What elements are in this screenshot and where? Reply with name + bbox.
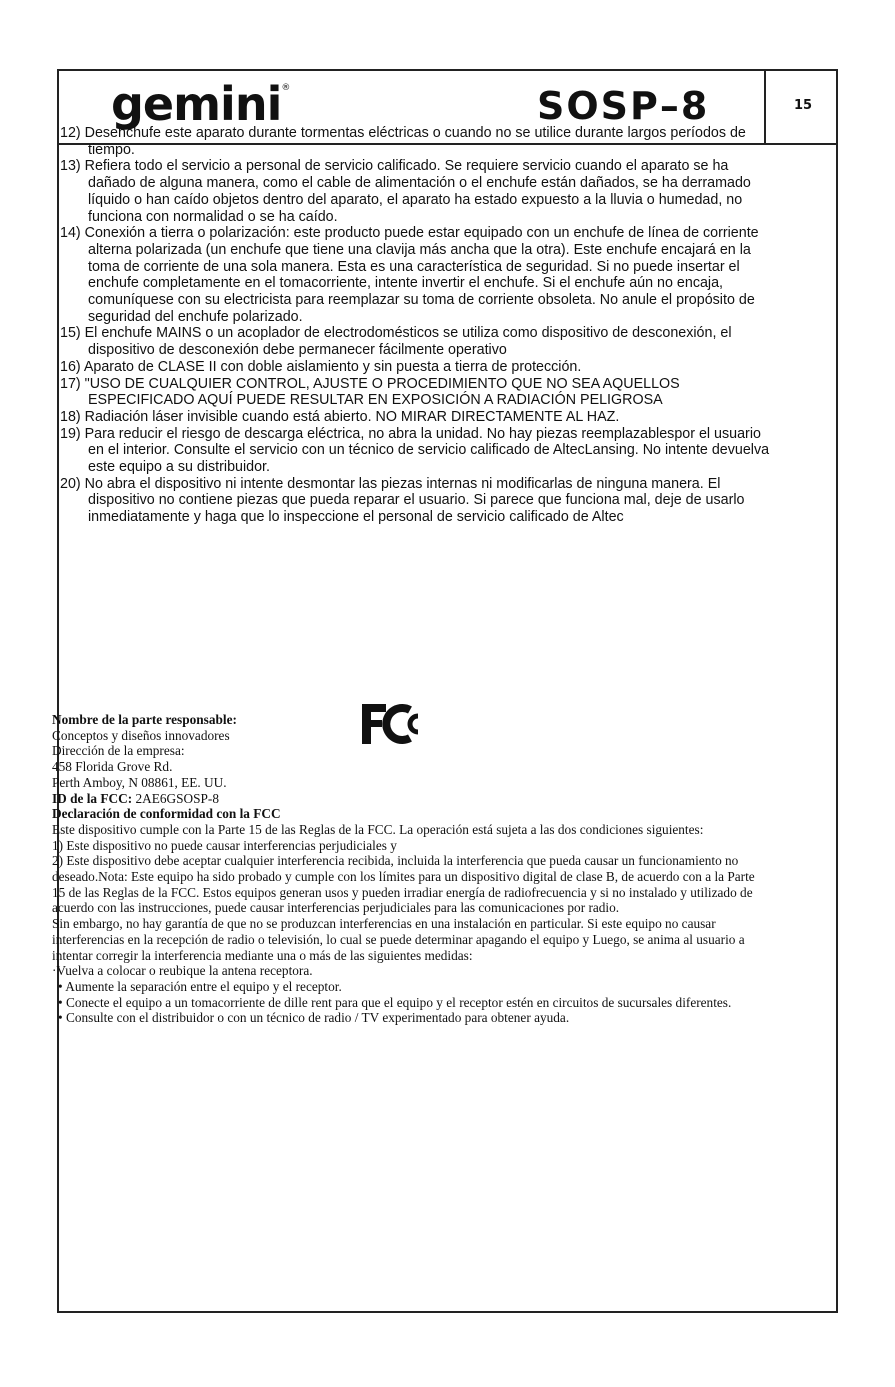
page-number: 15 xyxy=(794,98,813,113)
address-street: 458 Florida Grove Rd. xyxy=(52,759,173,775)
gemini-logo xyxy=(111,77,289,131)
fcc-measure: • Aumente la separación entre el equipo y el receptor. xyxy=(58,978,342,994)
fcc-id-line xyxy=(52,791,762,807)
fcc-condition-2: 2) Este dispositivo debe aceptar cualquier interferencia recibida, incluida la interferencia que pueda causar un funcionamiento no deseado.Nota: Este equipo ha sido probado y cumple con los límites para un dispositivo digital de clase B, de acuerdo con a la Parte 15 de las Reglas de la FCC. Estos equipos generan usos y pueden irradiar energía de radiofrecuencia y si no instalado y utilizado de acuerdo con las instrucciones, puede causar interferencias perjudiciales para las comunicaciones por radio. xyxy=(52,853,755,916)
safety-instructions xyxy=(60,125,780,526)
responsible-party-heading: Nombre de la parte responsable: xyxy=(52,712,237,727)
fcc-id-label: ID de la FCC: xyxy=(52,790,133,806)
instruction-12: 12) Desenchufe este aparato durante tormentas eléctricas o cuando no se utilice durante largos períodos de tiempo. xyxy=(60,125,746,158)
declaration-heading: Declaración de conformidad con la FCC xyxy=(52,806,281,822)
fcc-measure: ·Vuelva a colocar o reubique la antena receptora. xyxy=(52,963,313,979)
instruction-18: 18) Radiación láser invisible cuando está abierto. NO MIRAR DIRECTAMENTE AL HAZ. xyxy=(60,408,620,425)
fcc-paragraph: Sin embargo, no hay garantía de que no se produzcan interferencias en una instalación en particular. Si este equipo no causar interferencias en la recepción de radio o televisión, lo cual se puede determinar apagando el equipo y Luego, se anima al usuario a intentar corregir la interferencia mediante una o más de las siguientes medidas: xyxy=(52,916,745,963)
fcc-section xyxy=(52,712,762,1026)
fcc-id-value: 2AE6GSOSP-8 xyxy=(135,790,219,806)
registered-mark: ® xyxy=(281,83,290,93)
address-label: Dirección de la empresa: xyxy=(52,743,185,759)
instruction-15: 15) El enchufe MAINS o un acoplador de electrodomésticos se utiliza como dispositivo de desconexión, el dispositivo de desconexión debe permanecer fácilmente operativo xyxy=(60,325,732,359)
instruction-17: 17) "USO DE CUALQUIER CONTROL, AJUSTE O PROCEDIMIENTO QUE NO SEA AQUELLOS ESPECIFICADO AQUÍ PUEDE RESULTAR EN EXPOSICIÓN A RADIACIÓN PELIGROSA xyxy=(60,375,680,409)
company-name: Conceptos y diseños innovadores xyxy=(52,727,230,743)
instruction-16: 16) Aparato de CLASE II con doble aislamiento y sin puesta a tierra de protección. xyxy=(60,358,582,375)
instruction-14: 14) Conexión a tierra o polarización: este producto puede estar equipado con un enchufe de línea de corriente alterna polarizada (un enchufe que tiene una clavija más ancha que la otra). Este enchufe encajará en la toma de corriente de una sola manera. Esta es una característica de seguridad. Si no puede insertar el enchufe completamente en el tomacorriente, intente invertir el enchufe. Si el enchufe aún no encaja, comuníquese con su electricista para reemplazar su toma de corriente obsoleta. No anule el propósito de seguridad del enchufe polarizado. xyxy=(60,225,759,325)
fcc-measure: • Consulte con el distribuidor o con un técnico de radio / TV experimentado para obtener ayuda. xyxy=(58,1010,570,1026)
fcc-condition-1: 1) Este dispositivo no puede causar interferencias perjudiciales y xyxy=(52,837,397,853)
instruction-13: 13) Refiera todo el servicio a personal de servicio calificado. Se requiere servicio cuando el aparato se ha dañado de alguna manera, como el cable de alimentación o el enchufe están dañados, se ha derramado líquido o han caído objetos dentro del aparato, el aparato ha estado expuesto a la lluvia o humedad, no funciona con normalidad o se ha caído. xyxy=(60,158,751,225)
fcc-measure: • Conecte el equipo a un tomacorriente de dille rent para que el equipo y el receptor estén en circuitos de sucursales diferentes. xyxy=(58,994,732,1010)
instruction-19: 19) Para reducir el riesgo de descarga eléctrica, no abra la unidad. No hay piezas reemplazablespor el usuario en el interior. Consulte el servicio con un técnico de servicio calificado de AltecLansing. No intente devuelva este equipo a su distribuidor. xyxy=(60,425,770,476)
instruction-20: 20) No abra el dispositivo ni intente desmontar las piezas internas ni modificarlas de ninguna manera. El dispositivo no contiene piezas que pueda reparar el usuario. Si parece que funciona mal, deje de usarlo inmediatamente y haga que lo inspeccione el personal de servicio calificado de Altec xyxy=(60,475,745,526)
logo-text: gemini xyxy=(111,77,282,131)
fcc-paragraph: Este dispositivo cumple con la Parte 15 de las Reglas de la FCC. La operación está sujeta a las dos condiciones siguientes: xyxy=(52,821,704,837)
address-city: Perth Amboy, N 08861, EE. UU. xyxy=(52,774,227,790)
model-name: SOSP–8 xyxy=(537,84,710,128)
